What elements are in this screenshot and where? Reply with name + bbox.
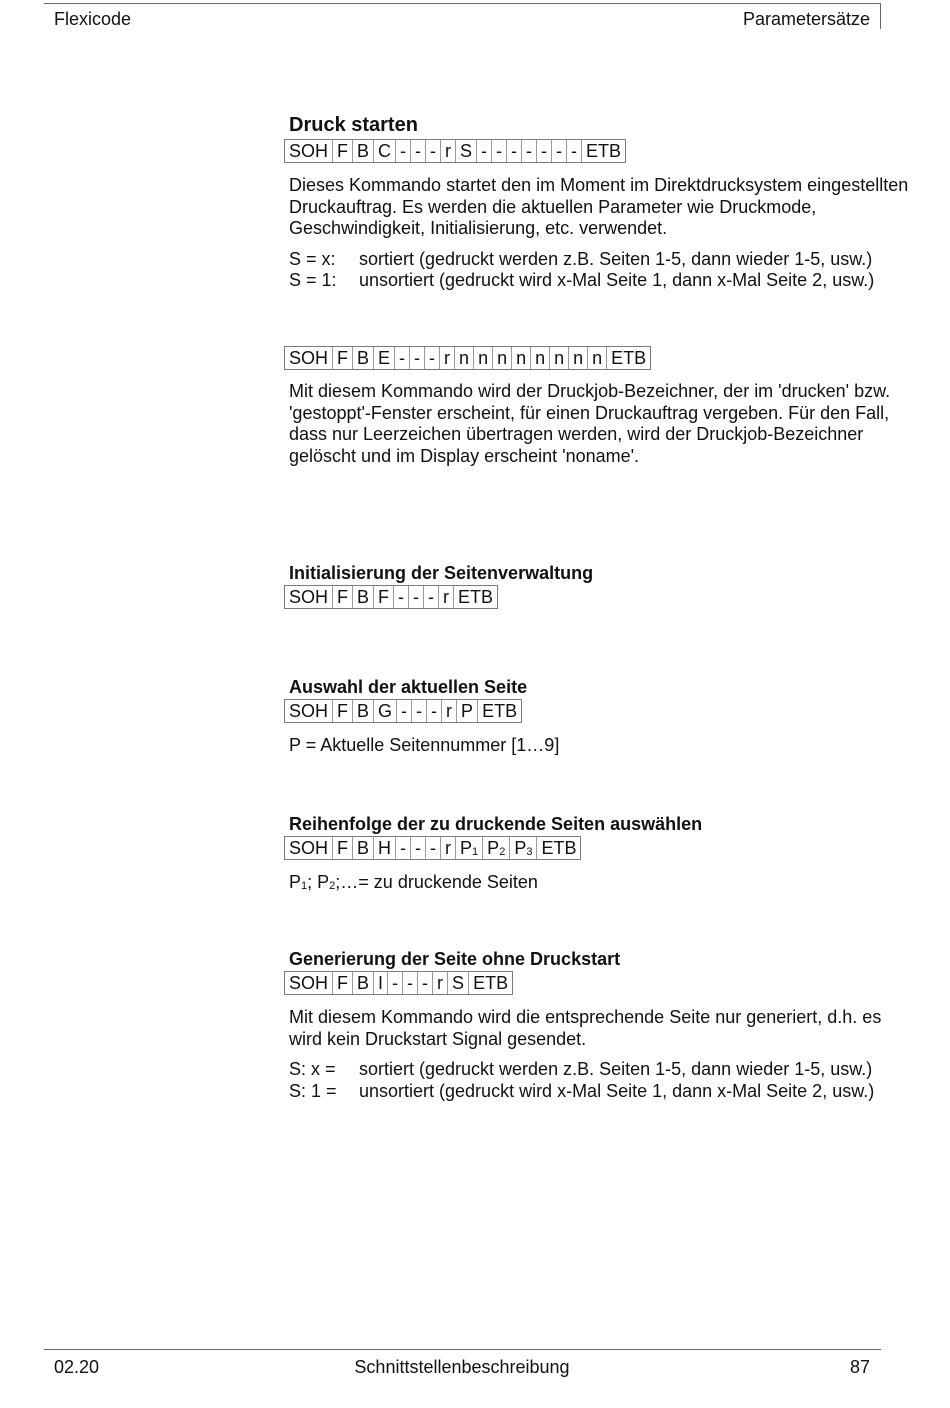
command-token: r (446, 701, 453, 721)
parameter-value: sortiert (gedruckt werden z.B. Seiten 1-5, dann wieder 1-5, usw.) (359, 1059, 873, 1079)
command-token: SOH (289, 701, 329, 721)
command-cell (408, 586, 423, 608)
command-cell (396, 700, 411, 722)
section-druckjob-bezeichner (289, 346, 909, 467)
command-cell (606, 347, 650, 369)
command-token: I (378, 973, 384, 993)
command-token: - (400, 141, 407, 161)
command-token: P (460, 838, 473, 858)
command-token: SOH (289, 587, 329, 607)
command-cell (425, 140, 440, 162)
section-title: Generierung der Seite ohne Druckstart (289, 949, 621, 969)
section-generierung (289, 949, 909, 1102)
command-token: - (398, 587, 405, 607)
command-cell (352, 140, 373, 162)
command-cell (477, 700, 521, 722)
command-cell (509, 837, 536, 859)
command-cell (447, 972, 468, 994)
parameter-value: sortiert (gedruckt werden z.B. Seiten 1-5, dann wieder 1-5, usw.) (359, 248, 873, 269)
command-token: r (437, 973, 444, 993)
command-token: ETB (473, 973, 509, 993)
section-title: Druck starten (289, 114, 418, 136)
parameter-row (289, 1081, 909, 1103)
command-cell (393, 586, 408, 608)
command-cell (352, 972, 373, 994)
command-cell (440, 140, 455, 162)
command-cell (387, 972, 402, 994)
command-token: B (357, 701, 370, 721)
command-cell (456, 700, 477, 722)
command-token: F (378, 587, 390, 607)
command-token: - (407, 973, 414, 993)
parameter-definitions (289, 1059, 909, 1102)
page-header (0, 0, 950, 40)
page-number: 87 (849, 1357, 870, 1377)
footer-date: 02.20 (54, 1357, 100, 1377)
command-token-subscript: 1 (472, 846, 479, 858)
command-table (284, 971, 513, 995)
command-table (284, 346, 651, 370)
command-token: C (378, 141, 392, 161)
command-token: ETB (482, 701, 518, 721)
command-token: S (460, 141, 473, 161)
command-cell (587, 347, 606, 369)
header-product: Flexicode (54, 9, 132, 29)
command-cell (352, 837, 373, 859)
section-initialisierung (289, 563, 593, 609)
parameter-row (289, 270, 909, 292)
command-token-subscript: 3 (526, 846, 533, 858)
command-cell (439, 347, 454, 369)
command-cell (395, 140, 410, 162)
parameter-value: unsortiert (gedruckt wird x-Mal Seite 1, dann x-Mal Seite 2, usw.) (359, 270, 875, 290)
command-token: - (428, 587, 435, 607)
command-cell (432, 972, 447, 994)
command-token: ETB (541, 838, 577, 858)
command-token: B (357, 348, 370, 368)
command-table (284, 139, 626, 163)
command-token: SOH (289, 348, 329, 368)
command-cell (402, 972, 417, 994)
command-token: - (496, 141, 503, 161)
command-cell (491, 140, 506, 162)
command-token: - (401, 701, 408, 721)
command-cell (482, 837, 509, 859)
command-token: SOH (289, 838, 329, 858)
command-cell (468, 972, 512, 994)
command-token: - (399, 348, 406, 368)
command-token: - (430, 838, 437, 858)
command-token: n (592, 348, 603, 368)
command-cell (373, 586, 393, 608)
command-cell (285, 140, 332, 162)
command-token: - (481, 141, 488, 161)
section-note (289, 872, 702, 898)
command-token: P (461, 701, 474, 721)
command-cell (454, 347, 473, 369)
command-token: B (357, 141, 370, 161)
command-token: ETB (458, 587, 494, 607)
footer-title: Schnittstellenbeschreibung (354, 1357, 570, 1377)
command-cell (549, 347, 568, 369)
command-cell (285, 972, 332, 994)
command-token: H (378, 838, 392, 858)
command-token: n (573, 348, 584, 368)
command-cell (423, 586, 438, 608)
command-cell (352, 586, 373, 608)
note-sub: 2 (329, 880, 336, 892)
command-cell (373, 700, 396, 722)
command-token: r (444, 348, 451, 368)
command-cell (285, 837, 332, 859)
command-cell (551, 140, 566, 162)
command-token: - (400, 838, 407, 858)
command-token: n (497, 348, 508, 368)
command-cell (410, 837, 425, 859)
section-reihenfolge (289, 814, 702, 898)
command-token: F (337, 701, 349, 721)
note-p: P (289, 872, 302, 892)
section-paragraph: P = Aktuelle Seitennummer [1…9] (289, 735, 560, 755)
command-token: r (445, 838, 452, 858)
command-cell (440, 837, 455, 859)
command-cell (473, 347, 492, 369)
command-cell (455, 140, 476, 162)
command-cell (332, 972, 352, 994)
command-token: n (478, 348, 489, 368)
command-token: SOH (289, 973, 329, 993)
command-cell (332, 586, 352, 608)
command-cell (426, 700, 441, 722)
command-token: F (337, 838, 349, 858)
command-cell (530, 347, 549, 369)
command-token: - (511, 141, 518, 161)
command-cell (521, 140, 536, 162)
command-token: B (357, 838, 370, 858)
command-cell (373, 837, 395, 859)
command-cell (566, 140, 581, 162)
command-token: - (556, 141, 563, 161)
command-cell (536, 837, 580, 859)
command-cell (411, 700, 426, 722)
command-token: F (337, 973, 349, 993)
command-cell (332, 837, 352, 859)
command-cell (511, 347, 530, 369)
note-p: P (317, 872, 330, 892)
command-token: - (416, 701, 423, 721)
command-cell (373, 972, 387, 994)
footer-rule (44, 1349, 881, 1350)
command-cell (373, 347, 394, 369)
section-auswahl-seite (289, 677, 559, 757)
command-cell (506, 140, 521, 162)
parameter-value: unsortiert (gedruckt wird x-Mal Seite 1, dann x-Mal Seite 2, usw.) (359, 1080, 875, 1101)
command-token: E (378, 348, 391, 368)
command-token: - (392, 973, 399, 993)
command-cell (441, 700, 456, 722)
command-cell (395, 837, 410, 859)
command-token: - (414, 348, 421, 368)
parameter-row (289, 1059, 909, 1081)
command-cell (332, 140, 352, 162)
command-cell (332, 700, 352, 722)
command-token: r (445, 141, 452, 161)
command-token: n (459, 348, 470, 368)
command-token: F (337, 348, 349, 368)
parameter-key: S: x = (289, 1059, 336, 1079)
command-token: - (431, 701, 438, 721)
command-cell (492, 347, 511, 369)
command-token: - (541, 141, 548, 161)
header-divider (880, 3, 881, 29)
command-token: G (378, 701, 393, 721)
note-sub: 1 (301, 880, 308, 892)
command-token: n (516, 348, 527, 368)
command-cell (455, 837, 482, 859)
command-token: B (357, 587, 370, 607)
command-cell (410, 140, 425, 162)
parameter-row (289, 249, 909, 271)
command-table (284, 699, 522, 723)
section-paragraph: Mit diesem Kommando wird die entsprechende Seite nur generiert, d.h. es wird kein Druckstart Signal gesendet. (289, 1007, 882, 1049)
section-paragraph: Mit diesem Kommando wird der Druckjob-Bezeichner, der im 'drucken' bzw. 'gestoppt'-Fenster erscheint, für einen Druckauftrag vergeben. Für den Fall, dass nur Leerzeichen übertragen werden, wird der Druckjob-Bezeichner gelöscht und im Display erscheint 'noname'. (289, 381, 891, 466)
command-cell (394, 347, 409, 369)
command-token: - (413, 587, 420, 607)
command-cell (581, 140, 625, 162)
command-token: SOH (289, 141, 329, 161)
command-token: P (487, 838, 500, 858)
command-cell (285, 347, 332, 369)
command-cell (476, 140, 491, 162)
command-token: r (443, 587, 450, 607)
command-token: - (526, 141, 533, 161)
command-cell (373, 140, 395, 162)
command-token: - (415, 141, 422, 161)
command-table (284, 585, 498, 609)
command-token: F (337, 141, 349, 161)
command-token: S (452, 973, 465, 993)
command-cell (425, 837, 440, 859)
command-table (284, 836, 581, 860)
command-cell (332, 347, 352, 369)
command-token: B (357, 973, 370, 993)
command-token: n (554, 348, 565, 368)
parameter-definitions (289, 249, 909, 292)
command-token: n (535, 348, 546, 368)
section-title: Initialisierung der Seitenverwaltung (289, 563, 594, 583)
command-token: F (337, 587, 349, 607)
parameter-key: S = x: (289, 248, 336, 269)
command-cell (352, 347, 373, 369)
parameter-key: S: 1 = (289, 1080, 337, 1101)
command-cell (438, 586, 453, 608)
command-token: - (422, 973, 429, 993)
parameter-key: S = 1: (289, 270, 337, 290)
command-cell (536, 140, 551, 162)
header-chapter: Parametersätze (742, 9, 870, 29)
command-token: ETB (611, 348, 647, 368)
command-token: - (430, 141, 437, 161)
section-title: Reihenfolge der zu druckende Seiten auswählen (289, 814, 703, 834)
command-cell (409, 347, 424, 369)
command-token: - (415, 838, 422, 858)
command-cell (352, 700, 373, 722)
header-rule (44, 3, 881, 4)
section-paragraph: Dieses Kommando startet den im Moment im Direktdrucksystem eingestellten Druckauftrag. Es werden die aktuellen Parameter wie Druckmode, Geschwindigkeit, Initialisierung, etc. verwendet. (289, 175, 909, 238)
command-cell (417, 972, 432, 994)
page-footer (0, 1349, 950, 1389)
command-token: - (571, 141, 578, 161)
command-cell (453, 586, 497, 608)
command-cell (568, 347, 587, 369)
command-token-subscript: 2 (499, 846, 506, 858)
command-token: ETB (586, 141, 622, 161)
command-token: P (514, 838, 527, 858)
note-separator: ; (307, 872, 318, 892)
command-token: - (429, 348, 436, 368)
command-cell (285, 586, 332, 608)
section-druck-starten (289, 113, 909, 292)
note-text: ;…= zu druckende Seiten (335, 872, 538, 892)
command-cell (424, 347, 439, 369)
section-title: Auswahl der aktuellen Seite (289, 677, 528, 697)
command-cell (285, 700, 332, 722)
